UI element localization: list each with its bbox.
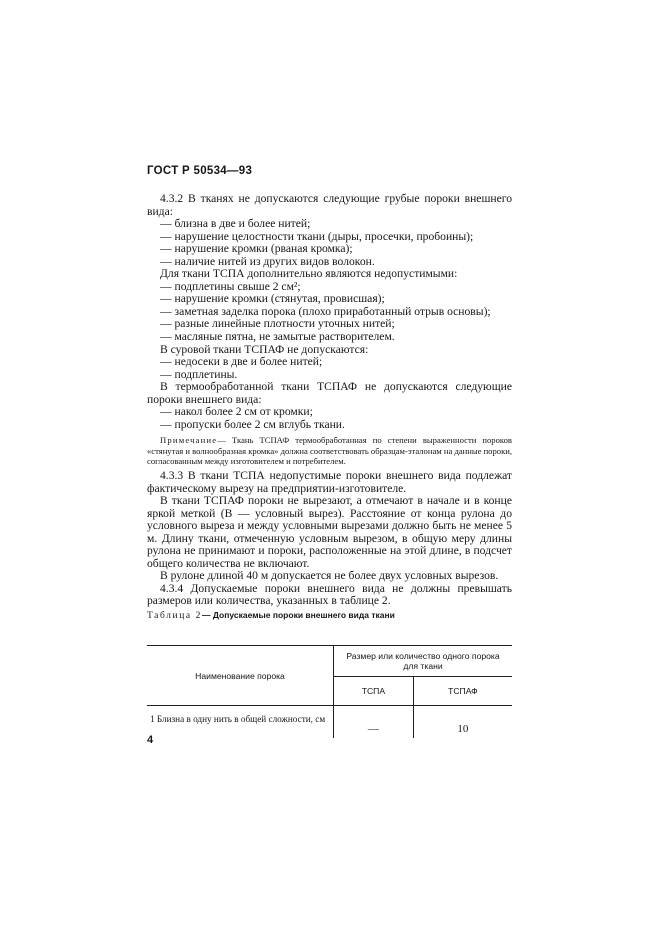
list-item: — наличие нитей из других видов волокон.	[160, 254, 375, 268]
note-label: Примечание	[160, 435, 218, 446]
table-caption	[147, 610, 512, 622]
list-item: — нарушение целостности ткани (дыры, просечки, пробоины);	[160, 229, 474, 243]
list-item: — подплетины.	[160, 367, 238, 381]
list-item: — накол более 2 см от кромки;	[160, 405, 313, 419]
table-row	[147, 706, 512, 739]
column-header-tspa: ТСПА	[334, 677, 414, 706]
table-caption-label: Таблица 2	[147, 611, 203, 622]
paragraph-4-3-3-c: В рулоне длиной 40 м допускается не более двух условных вырезов.	[160, 569, 499, 583]
paragraph-4-3-4: 4.3.4 Допускаемые пороки внешнего вида не должны превышать размеров или количества, указанных в таблице 2.	[147, 581, 512, 608]
list-item: — пропуски более 2 см вглубь ткани.	[160, 417, 345, 431]
page-number: 4	[147, 734, 154, 746]
list-item: — разные линейные плотности уточных нитей;	[160, 317, 395, 331]
list-item: — подплетины свыше 2 см²;	[160, 279, 301, 293]
table-caption-title: — Допускаемые пороки внешнего вида ткани	[202, 610, 395, 621]
document-body	[147, 193, 512, 622]
list-item: — недосеки в две и более нитей;	[160, 355, 323, 369]
table-cell-defect-name: 1 Близна в одну нить в общей сложности, см	[147, 706, 334, 739]
paragraph-raw-intro: В суровой ткани ТСПАФ не допускаются:	[160, 342, 369, 356]
standard-code-header: ГОСТ Р 50534—93	[147, 165, 253, 177]
defects-table	[147, 645, 512, 738]
paragraph-4-3-3: 4.3.3 В ткани ТСПА недопустимые пороки внешнего вида подлежат фактическому вырезу на предприятии-изготовителе.	[147, 469, 512, 495]
paragraph-4-3-2-intro: 4.3.2 В тканях не допускаются следующие грубые пороки внешнего вида:	[147, 192, 512, 218]
column-header-defect-name: Наименование порока	[147, 646, 334, 706]
list-item: — заметная заделка порока (плохо приработанный отрыв основы);	[160, 304, 491, 318]
note	[147, 435, 512, 466]
paragraph-thermo-intro: В термообработанной ткани ТСПАФ не допускаются следующие пороки внешнего вида:	[147, 380, 512, 406]
paragraph-tspa-intro: Для ткани ТСПА дополнительно являются недопустимыми:	[160, 267, 458, 281]
column-header-size: Размер или количество одного порока для ткани	[334, 646, 513, 677]
table-cell-tspaf: 10	[413, 706, 512, 739]
note-text: — Ткань ТСПАФ термообработанная по степени выраженности пороков «стянутая и волнообразная кромка» должна соответствовать образцам-эталонам на данные пороки, согласованным между изготовителем и потребителем.	[147, 435, 512, 466]
list-item: — нарушение кромки (рваная кромка);	[160, 242, 353, 256]
table-header-row	[147, 646, 512, 677]
paragraph-4-3-3-b: В ткани ТСПАФ пороки не вырезают, а отмечают в начале и в конце яркой меткой (В — условный вырез). Расстояние от конца рулона до условного выреза и между условными вырезами должно быть не менее 5 м. Длину ткани, отмеченную условным вырезом, в общую меру длины рулона не принимают и пороки, расположенные на этой длине, в подсчет общего количества не включают.	[147, 494, 512, 570]
column-header-tspaf: ТСПАФ	[413, 677, 512, 706]
list-item: — масляные пятна, не замытые растворителем.	[160, 330, 395, 344]
list-item: — близна в две и более нитей;	[160, 217, 311, 231]
list-item: — нарушение кромки (стянутая, провисшая);	[160, 292, 385, 306]
table-cell-tspa: —	[334, 706, 414, 739]
